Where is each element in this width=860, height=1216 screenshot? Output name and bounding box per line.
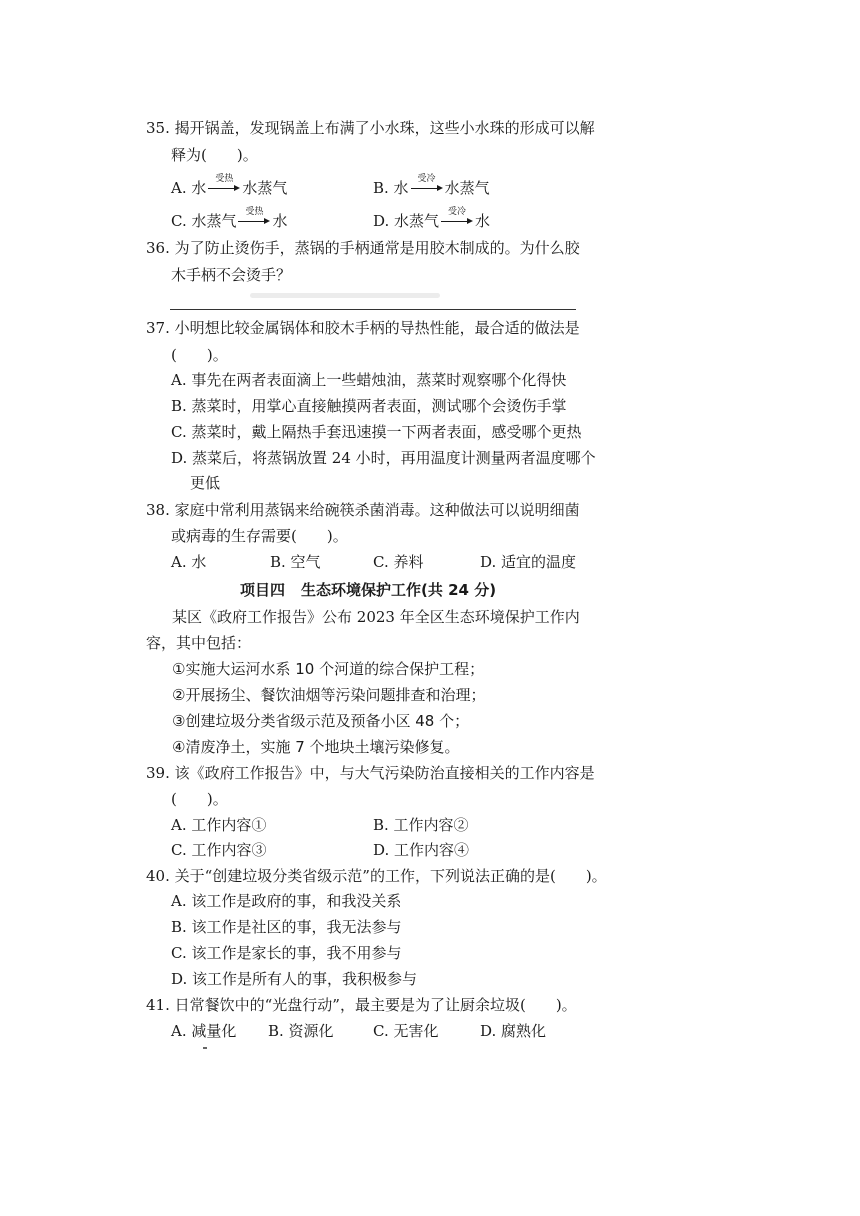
option-suffix: 水 (272, 212, 288, 230)
right-arrow-icon (236, 207, 272, 231)
q40-option-b: B. 该工作是社区的事，我无法参与 (171, 918, 402, 936)
q35-option-b (373, 174, 490, 198)
q37-option-a: A. 事先在两者表面滴上一些蜡烛油，蒸菜时观察哪个化得快 (171, 371, 567, 389)
option-prefix: C. 水蒸气 (171, 212, 237, 230)
option-prefix: B. 水 (373, 179, 409, 197)
right-arrow-icon (409, 174, 445, 198)
section-intro-line1: 某区《政府工作报告》公布 2023 年全区生态环境保护工作内 (172, 608, 580, 626)
q35-option-c (171, 207, 288, 231)
q41-option-d: D. 腐熟化 (480, 1022, 547, 1040)
q37-option-d-continued: 更低 (190, 474, 221, 492)
q35-option-d (373, 207, 491, 231)
arrow-condition-label: 受冷 (417, 174, 436, 184)
q37-option-d: D. 蒸菜后，将蒸锅放置 24 小时，再用温度计测量两者温度哪个 (171, 449, 596, 467)
option-suffix: 水蒸气 (242, 179, 288, 197)
section-intro-line2: 容，其中包括： (146, 634, 252, 652)
arrow-condition-label: 受热 (245, 207, 264, 217)
q35-stem-line1: 35. 揭开锅盖，发现锅盖上布满了小水珠，这些小水珠的形成可以解 (146, 119, 595, 137)
work-item-4: ④清废净土，实施 7 个地块土壤污染修复。 (172, 738, 460, 756)
q38-option-a: A. 水 (171, 553, 207, 571)
scan-smudge (250, 293, 440, 298)
q38-stem-line1: 38. 家庭中常利用蒸锅来给碗筷杀菌消毒。这种做法可以说明细菌 (146, 501, 580, 519)
q38-option-b: B. 空气 (270, 553, 321, 571)
option-suffix: 水蒸气 (444, 179, 490, 197)
q40-option-a: A. 该工作是政府的事，和我没关系 (171, 892, 402, 910)
q37-stem-line1: 37. 小明想比较金属锅体和胶木手柄的导热性能，最合适的做法是 (146, 319, 580, 337)
right-arrow-icon (439, 207, 475, 231)
answer-line (170, 309, 576, 310)
work-item-3: ③创建垃圾分类省级示范及预备小区 48 个； (172, 712, 470, 730)
right-arrow-icon (206, 174, 242, 198)
q38-stem-line2: 或病毒的生存需要( )。 (171, 527, 348, 545)
q38-option-d: D. 适宜的温度 (480, 553, 577, 571)
arrow-condition-label: 受热 (215, 174, 234, 184)
work-item-2: ②开展扬尘、餐饮油烟等污染问题排查和治理； (172, 686, 486, 704)
section-label: 项目四 (240, 581, 286, 599)
q41-option-a: A. 减量化 (171, 1022, 237, 1040)
q37-stem-line2: ( )。 (171, 346, 228, 364)
q35-stem-line2: 释为( )。 (171, 146, 258, 164)
q40-option-c: C. 该工作是家长的事，我不用参与 (171, 944, 402, 962)
q39-option-c: C. 工作内容③ (171, 841, 267, 859)
q37-option-c: C. 蒸菜时，戴上隔热手套迅速摸一下两者表面，感受哪个更热 (171, 423, 582, 441)
scan-speck (203, 1047, 207, 1049)
q39-option-b: B. 工作内容② (373, 816, 469, 834)
q36-stem-line1: 36. 为了防止烫伤手，蒸锅的手柄通常是用胶木制成的。为什么胶 (146, 239, 580, 257)
q36-stem-line2: 木手柄不会烫手？ (171, 266, 292, 284)
option-prefix: D. 水蒸气 (373, 212, 440, 230)
section-heading (240, 579, 496, 600)
option-suffix: 水 (475, 212, 491, 230)
q39-option-a: A. 工作内容① (171, 816, 267, 834)
q39-stem-line1: 39. 该《政府工作报告》中，与大气污染防治直接相关的工作内容是 (146, 764, 595, 782)
q37-option-b: B. 蒸菜时，用掌心直接触摸两者表面，测试哪个会烫伤手掌 (171, 397, 567, 415)
q38-option-c: C. 养料 (373, 553, 424, 571)
q41-option-b: B. 资源化 (268, 1022, 334, 1040)
q40-option-d: D. 该工作是所有人的事，我积极参与 (171, 970, 418, 988)
q39-option-d: D. 工作内容④ (373, 841, 470, 859)
work-item-1: ①实施大运河水系 10 个河道的综合保护工程； (172, 660, 485, 678)
q41-option-c: C. 无害化 (373, 1022, 439, 1040)
option-prefix: A. 水 (171, 179, 207, 197)
q39-stem-line2: ( )。 (171, 790, 228, 808)
q41-stem: 41. 日常餐饮中的“光盘行动”，最主要是为了让厨余垃圾( )。 (146, 996, 577, 1014)
q40-stem: 40. 关于“创建垃圾分类省级示范”的工作，下列说法正确的是( )。 (146, 867, 607, 885)
arrow-condition-label: 受冷 (448, 207, 467, 217)
section-title: 生态环境保护工作(共 24 分) (301, 581, 497, 599)
q35-option-a (171, 174, 288, 198)
